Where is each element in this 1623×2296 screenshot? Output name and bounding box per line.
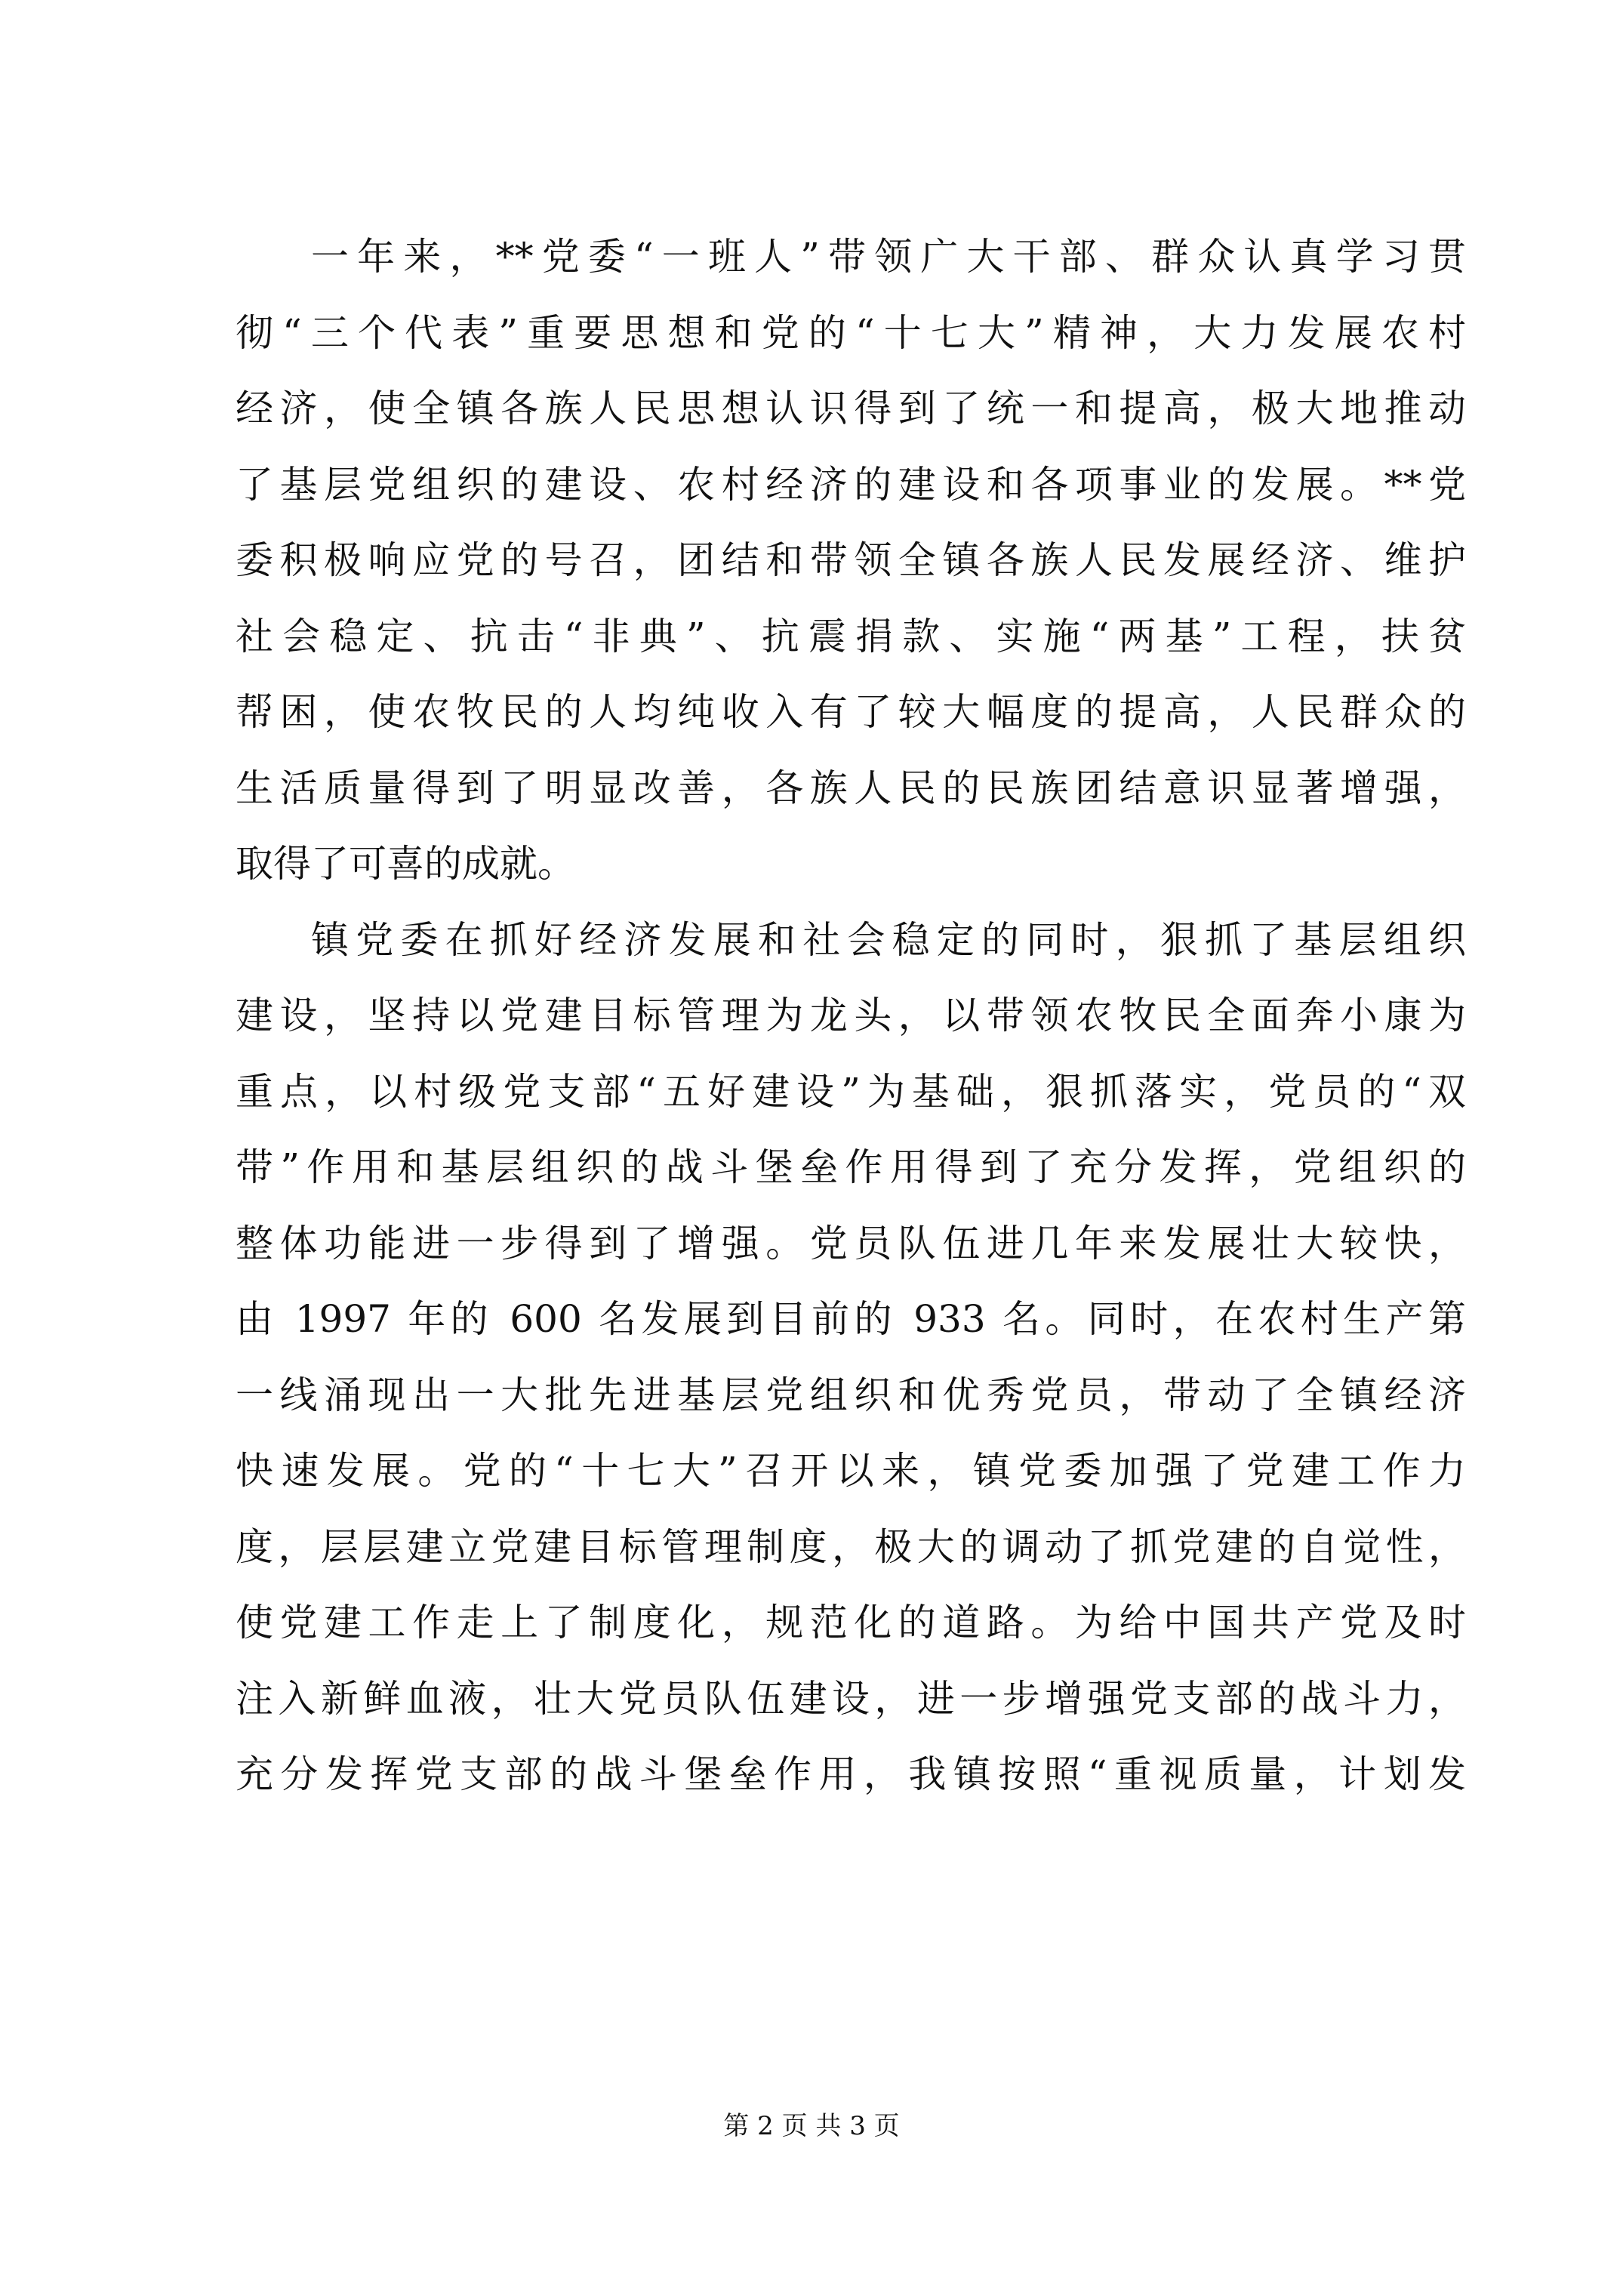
paragraph-line: 取得了可喜的成就。 (236, 842, 575, 886)
document-body (236, 219, 1466, 1813)
paragraph-line: 彻“三个代表”重要思想和党的“十七大”精神，大力发展农村 (236, 310, 1466, 355)
paragraph-line: 整体功能进一步得到了增强。党员队伍进几年来发展壮大较快， (236, 1221, 1466, 1265)
paragraph-line: 经济，使全镇各族人民思想认识得到了统一和提高，极大地推动 (236, 387, 1466, 430)
paragraph-line: 生活质量得到了明显改善，各族人民的民族团结意识显著增强， (236, 766, 1466, 810)
paragraph-line: 建设，坚持以党建目标管理为龙头，以带领农牧民全面奔小康为 (236, 994, 1466, 1037)
paragraph-line: 一年来，**党委“一班人”带领广大干部、群众认真学习贯 (311, 235, 1466, 279)
paragraph-2 (236, 902, 1466, 1813)
paragraph-line: 由 1997 年的 600 名发展到目前的 933 名。同时，在农村生产第 (236, 1297, 1466, 1341)
paragraph-line: 充分发挥党支部的战斗堡垒作用，我镇按照“重视质量，计划发 (236, 1752, 1466, 1796)
page-number-footer: 第 2 页 共 3 页 (723, 2111, 900, 2141)
paragraph-1 (236, 219, 1466, 902)
paragraph-line: 镇党委在抓好经济发展和社会稳定的同时，狠抓了基层组织 (311, 917, 1466, 962)
paragraph-line: 注入新鲜血液，壮大党员队伍建设，进一步增强党支部的战斗力， (236, 1676, 1466, 1721)
paragraph-line: 快速发展。党的“十七大”召开以来，镇党委加强了党建工作力 (236, 1449, 1466, 1493)
paragraph-line: 度，层层建立党建目标管理制度，极大的调动了抓党建的自觉性， (236, 1524, 1466, 1569)
paragraph-line: 重点，以村级党支部“五好建设”为基础，狠抓落实，党员的“双 (236, 1069, 1466, 1114)
paragraph-line: 帮困，使农牧民的人均纯收入有了较大幅度的提高，人民群众的 (236, 690, 1466, 734)
paragraph-line: 带”作用和基层组织的战斗堡垒作用得到了充分发挥，党组织的 (236, 1145, 1466, 1189)
paragraph-line: 使党建工作走上了制度化，规范化的道路。为给中国共产党及时 (236, 1601, 1466, 1644)
paragraph-line: 委积极响应党的号召，团结和带领全镇各族人民发展经济、维护 (236, 538, 1466, 582)
paragraph-line: 了基层党组织的建设、农村经济的建设和各项事业的发展。**党 (236, 462, 1466, 507)
paragraph-line: 一线涌现出一大批先进基层党组织和优秀党员，带动了全镇经济 (236, 1373, 1466, 1417)
paragraph-line: 社会稳定、抗击“非典”、抗震捐款、实施“两基”工程，扶贫 (236, 614, 1466, 658)
